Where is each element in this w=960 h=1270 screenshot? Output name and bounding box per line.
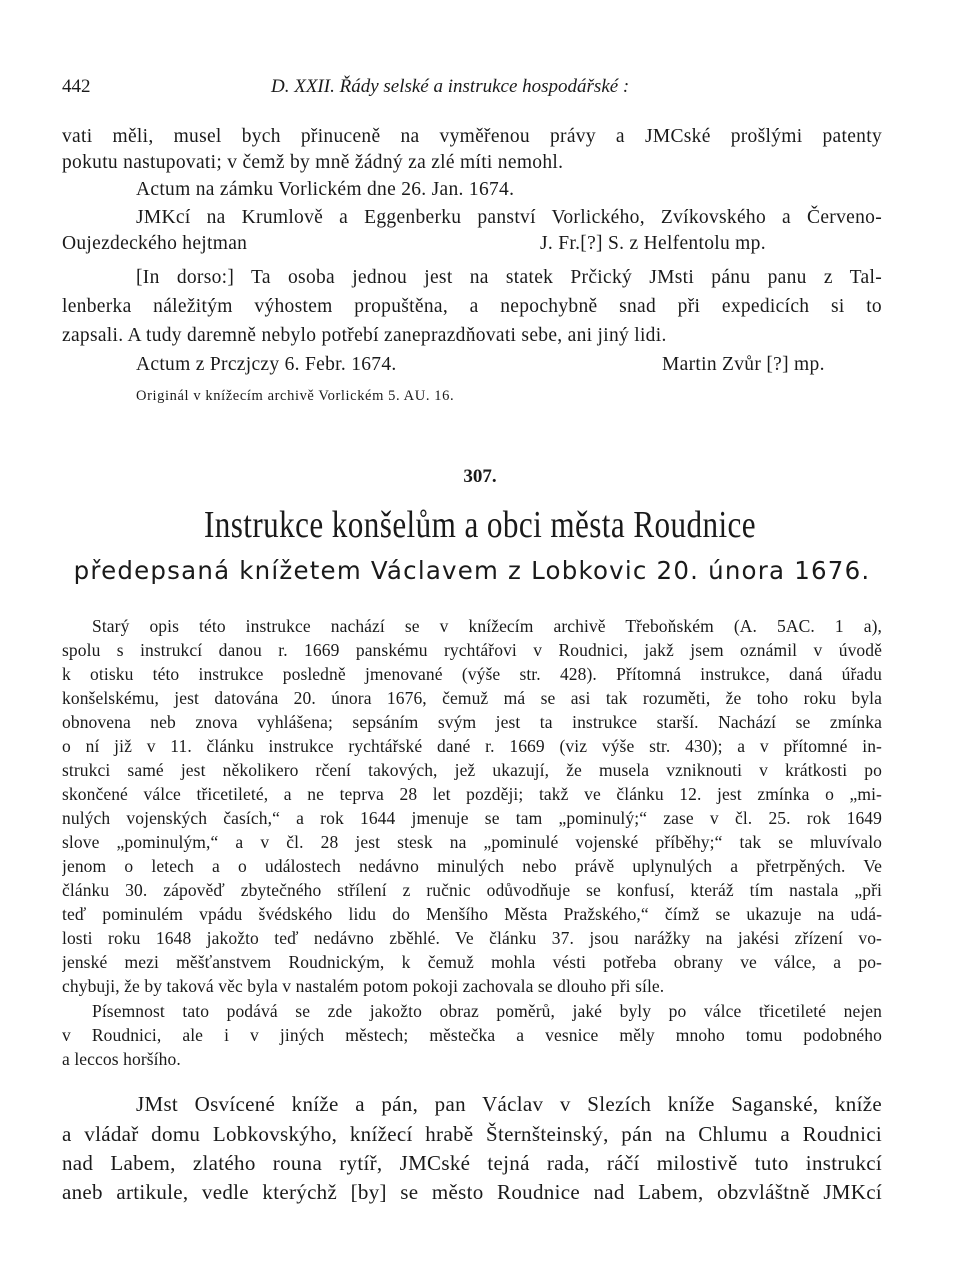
text-line: Actum na zámku Vorlickém dne 26. Jan. 1674. (136, 179, 515, 200)
intro-line: Písemnost tato podává se zde jakožto obraz poměrů, jaké byly po válce třicetileté nejen (92, 1001, 882, 1021)
intro-line: chybuji, že by taková věc byla v nastalém potom pokoji zachovala se dlouho při síle. (62, 976, 665, 996)
intro-line: jenom o letech a o událostech nedávno minulých nebo právě uplynulých a přetrpěných. Ve (62, 856, 882, 876)
text-line: vati měli, musel bych přinuceně na vyměřenou právy a JMCské prošlými patenty (62, 126, 882, 147)
signature: J. Fr.[?] S. z Helfentolu mp. (540, 233, 766, 254)
text-line: Actum z Prczjczy 6. Febr. 1674. (136, 354, 397, 375)
intro-line: skončené válce třicetileté, a ne teprva 28 let později; takž ve článku 12. jest zmínka o „mi- (62, 784, 882, 804)
intro-line: nulých vojenských časích,“ a rok 1644 jmenuje se tam „pominulý;“ zase v čl. 25. rok 1649 (62, 808, 882, 828)
intro-line: článku 30. zápověď zbytečného střílení z ručnic odůvodňuje se konfusí, kteráž tím nastala „při (62, 880, 882, 900)
intro-line: a leccos horšího. (62, 1049, 181, 1069)
intro-line: teď pominulém vpádu švédského lidu do Menšího Města Pražského,“ čímž se ukazuje na udá- (62, 904, 882, 924)
intro-line: slove „pominulým,“ a v čl. 28 jest stesk na „pominulé vojenské příběhy;“ tak se mluvívalo (62, 832, 882, 852)
page-number: 442 (62, 76, 91, 97)
intro-line: jenské mezi měšťanstvem Roudnickým, k čemuž mohla vésti potřeba obrany ve válce, a po- (62, 952, 882, 972)
signature: Martin Zvůr [?] mp. (662, 354, 825, 375)
body-line: aneb artikule, vedle kterýchž [by] se město Roudnice nad Labem, obzvláštně JMKcí (62, 1180, 882, 1204)
document-number: 307. (463, 466, 497, 487)
source-note: Originál v knížecím archivě Vorlickém 5. AU. 16. (136, 388, 455, 404)
document-subtitle: předepsaná knížetem Václavem z Lobkovic 20. února 1676. (73, 556, 871, 585)
intro-line: losti roku 1648 jakožto teď nedávno zběhlé. Ve článku 37. jsou narážky na jakési zřízení vo- (62, 928, 882, 948)
intro-line: obnovena neb znova vyhlášena; sepsáním svým jest ta instrukce starší. Nachází se zmínka (62, 712, 882, 732)
intro-line: Starý opis této instrukce nachází se v knížecím archivě Třeboňském (A. 5AC. 1 a), (92, 616, 882, 636)
intro-line: k otisku této instrukce posledně jmenované (výše str. 428). Přítomná instrukce, daná úřadu (62, 664, 882, 684)
running-title: D. XXII. Řády selské a instrukce hospodářské : (271, 76, 630, 97)
intro-line: strukci samé jest několikero rčení takových, jež ukazují, že musela vzniknouti v krátkosti po (62, 760, 882, 780)
text-line: lenberka náležitým výhostem propuštěna, a nepochybně snad při expedicích si to (62, 296, 882, 317)
document-title: Instrukce konšelům a obci města Roudnice (203, 504, 757, 546)
body-line: nad Labem, zlatého rouna rytíř, JMCské tejná rada, ráčí milostivě tuto instrukcí (62, 1151, 882, 1175)
text-line: pokutu nastupovati; v čemž by mně žádný za zlé míti nemohl. (62, 152, 564, 173)
text-line: Oujezdeckého hejtman (62, 233, 248, 254)
running-header (62, 76, 882, 100)
text-line: [In dorso:] Ta osoba jednou jest na statek Prčický JMsti pánu panu z Tal- (136, 267, 882, 288)
text-line: JMKcí na Krumlově a Eggenberku panství Vorlického, Zvíkovského a Červeno- (136, 207, 882, 228)
intro-line: konšelskému, jest datována 20. února 1676, čemuž má se asi tak rozuměti, že toho roku byla (62, 688, 882, 708)
intro-line: o ní již v 11. článku instrukce rychtářské dané r. 1669 (viz výše str. 430); a v přítomné in- (62, 736, 882, 756)
intro-line: spolu s instrukcí danou r. 1669 panskému rychtářovi v Roudnici, jakž jsem oznámil v úvodě (62, 640, 882, 660)
body-line: a vládař domu Lobkovskýho, knížecí hrabě Šternšteinský, pán na Chlumu a Roudnici (62, 1122, 882, 1146)
intro-line: v Roudnici, ale i v jiných městech; městečka a vesnice měly mnoho tomu podobného (62, 1025, 882, 1045)
text-line: zapsali. A tudy daremně nebylo potřebí zaneprazdňovati sebe, ani jiný lidi. (62, 325, 667, 346)
body-line: JMst Osvícené kníže a pán, pan Václav v Slezích kníže Saganské, kníže (136, 1092, 882, 1116)
